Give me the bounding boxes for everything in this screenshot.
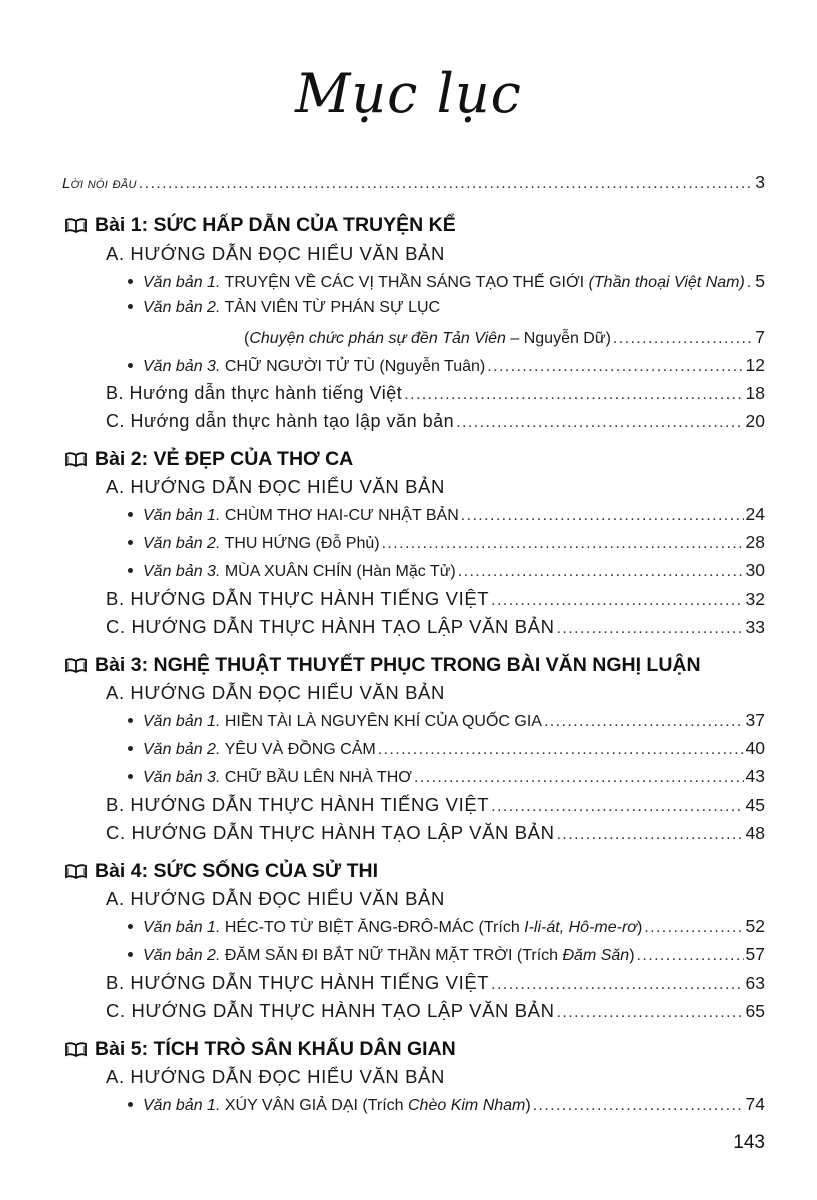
text-lead: Văn bản 3. [143, 769, 221, 786]
section-a [0, 888, 817, 914]
page-ref: 12 [745, 355, 765, 375]
page-ref: 37 [745, 710, 765, 730]
dot-leader [378, 741, 744, 759]
text-lead: Văn bản 1. [143, 713, 221, 730]
text-title: TRUYỆN VỀ CÁC VỊ THẦN SÁNG TẠO THẾ GIỚI [220, 274, 589, 291]
section-a [0, 243, 817, 269]
text-lead: Văn bản 2. [143, 947, 221, 964]
bullet-icon [128, 363, 133, 368]
dot-leader [458, 563, 744, 581]
toc-entry-section-b[interactable] [0, 972, 817, 998]
toc-entry-section-b[interactable] [0, 794, 817, 820]
text-source: Chuyện chức phán sự đền Tản Viên [249, 330, 506, 347]
bullet-icon [128, 924, 133, 929]
toc-entry-preface[interactable] [0, 172, 817, 198]
toc-entry-continuation[interactable] [0, 327, 817, 353]
text-lead: Văn bản 1. [143, 1097, 221, 1114]
page-ref: 24 [745, 504, 765, 524]
text-source: Đăm Săn [562, 947, 630, 964]
bullet-icon [128, 568, 133, 573]
lesson-heading [65, 860, 378, 883]
dot-leader [491, 592, 743, 610]
page-ref: 33 [745, 617, 765, 637]
section-c-label: C. Hướng dẫn thực hành tạo lập văn bản [106, 411, 455, 431]
page-ref: 40 [745, 738, 765, 758]
page-ref: 45 [745, 795, 765, 815]
dot-leader [613, 330, 753, 348]
text-author: – Nguyễn Dữ) [505, 330, 611, 347]
page-ref: 52 [745, 916, 765, 936]
dot-leader [414, 769, 744, 787]
page-ref: 18 [745, 383, 765, 403]
section-b-label: B. HƯỚNG DẪN THỰC HÀNH TIẾNG VIỆT [106, 794, 490, 815]
dot-leader [456, 414, 743, 432]
dot-leader [557, 1004, 744, 1022]
text-title: THU HỨNG (Đỗ Phủ) [220, 535, 380, 552]
dot-leader [404, 386, 743, 404]
text-source: I-li-át, Hô-me-rơ [524, 919, 637, 936]
text-source: (Thần thoại Việt Nam) [588, 274, 745, 291]
toc-entry[interactable] [0, 504, 817, 530]
open-book-icon [65, 452, 87, 468]
text-title: CHỮ NGƯỜI TỬ TÙ (Nguyễn Tuân) [220, 358, 486, 375]
text-lead: Văn bản 3. [143, 358, 221, 375]
dot-leader [637, 947, 744, 965]
lesson-title: Bài 1: SỨC HẤP DẪN CỦA TRUYỆN KỂ [95, 214, 456, 236]
dot-leader [533, 1097, 744, 1115]
bullet-icon [128, 279, 133, 284]
toc-entry[interactable] [0, 944, 817, 970]
bullet-icon [128, 304, 133, 309]
lesson-title: Bài 3: NGHỆ THUẬT THUYẾT PHỤC TRONG BÀI VĂN NGHỊ LUẬN [95, 654, 701, 676]
text-title: CHỮ BẦU LÊN NHÀ THƠ [220, 769, 412, 786]
section-b-label: B. HƯỚNG DẪN THỰC HÀNH TIẾNG VIỆT [106, 972, 490, 993]
page-ref: 43 [745, 766, 765, 786]
text-title: HIỀN TÀI LÀ NGUYÊN KHÍ CỦA QUỐC GIA [220, 713, 542, 730]
text-source: Chèo Kim Nham [408, 1097, 526, 1114]
text-title: ĐĂM SĂN ĐI BẮT NỮ THẦN MẶT TRỜI (Trích [220, 947, 563, 964]
dot-leader [461, 507, 744, 525]
section-b-label: B. HƯỚNG DẪN THỰC HÀNH TIẾNG VIỆT [106, 588, 490, 609]
section-c-label: C. HƯỚNG DẪN THỰC HÀNH TẠO LẬP VĂN BẢN [106, 1000, 555, 1021]
bullet-icon [128, 512, 133, 517]
toc-entry-section-c[interactable] [0, 411, 817, 437]
preface-label: Lời nói đầu [62, 175, 137, 192]
toc-entry-section-b[interactable] [0, 383, 817, 409]
lesson-title: Bài 4: SỨC SỐNG CỦA SỬ THI [95, 860, 378, 882]
open-book-icon [65, 218, 87, 234]
lesson-title: Bài 5: TÍCH TRÒ SÂN KHẤU DÂN GIAN [95, 1038, 456, 1060]
section-a [0, 476, 817, 502]
page-ref: 3 [755, 172, 765, 192]
text-lead: Văn bản 1. [143, 274, 221, 291]
section-a [0, 682, 817, 708]
text-lead: Văn bản 1. [143, 507, 221, 524]
open-book-icon [65, 864, 87, 880]
section-a-label: A. HƯỚNG DẪN ĐỌC HIỂU VĂN BẢN [106, 682, 445, 703]
page-ref: 65 [745, 1001, 765, 1021]
page-ref: 7 [755, 327, 765, 347]
toc-entry[interactable] [0, 738, 817, 764]
section-a-label: A. HƯỚNG DẪN ĐỌC HIỂU VĂN BẢN [106, 1066, 445, 1087]
bullet-icon [128, 540, 133, 545]
page-title: Mục lục [295, 62, 522, 125]
lesson-heading [65, 654, 701, 677]
text-lead: Văn bản 2. [143, 299, 221, 316]
section-a-label: A. HƯỚNG DẪN ĐỌC HIỂU VĂN BẢN [106, 888, 445, 909]
lesson-heading [65, 1038, 456, 1061]
toc-entry-section-c[interactable] [0, 822, 817, 848]
text-lead: Văn bản 1. [143, 919, 221, 936]
text-title: XÚY VÂN GIẢ DẠI (Trích [220, 1097, 408, 1114]
dot-leader [382, 535, 744, 553]
section-b-label: B. Hướng dẫn thực hành tiếng Việt [106, 383, 403, 403]
page-ref: 32 [745, 589, 765, 609]
toc-entry[interactable] [0, 560, 817, 586]
bullet-icon [128, 718, 133, 723]
dot-leader [491, 976, 743, 994]
dot-leader [557, 826, 744, 844]
page-ref: 28 [745, 532, 765, 552]
toc-entry[interactable] [0, 299, 817, 325]
dot-leader [747, 274, 753, 292]
paren-close: ) [525, 1097, 531, 1114]
toc-entry-section-c[interactable] [0, 1000, 817, 1026]
section-c-label: C. HƯỚNG DẪN THỰC HÀNH TẠO LẬP VĂN BẢN [106, 822, 555, 843]
lesson-heading [65, 448, 353, 471]
lesson-heading [65, 214, 456, 237]
section-a [0, 1066, 817, 1092]
text-title: YÊU VÀ ĐỒNG CẢM [220, 741, 376, 758]
text-title: CHÙM THƠ HAI-CƯ NHẬT BẢN [220, 507, 459, 524]
text-lead: Văn bản 2. [143, 741, 221, 758]
dot-leader [557, 620, 744, 638]
section-c-label: C. HƯỚNG DẪN THỰC HÀNH TẠO LẬP VĂN BẢN [106, 616, 555, 637]
section-a-label: A. HƯỚNG DẪN ĐỌC HIỂU VĂN BẢN [106, 476, 445, 497]
bullet-icon [128, 952, 133, 957]
page-ref: 48 [745, 823, 765, 843]
page-ref: 5 [755, 271, 765, 291]
text-lead: Văn bản 3. [143, 563, 221, 580]
section-a-label: A. HƯỚNG DẪN ĐỌC HIỂU VĂN BẢN [106, 243, 445, 264]
bullet-icon [128, 774, 133, 779]
paren-close: ) [629, 947, 635, 964]
toc-entry[interactable] [0, 710, 817, 736]
dot-leader [544, 713, 744, 731]
page-ref: 63 [745, 973, 765, 993]
paren-close: ) [636, 919, 643, 936]
text-title: HÉC-TO TỪ BIỆT ĂNG-ĐRÔ-MÁC (Trích [220, 919, 525, 936]
open-book-icon [65, 1042, 87, 1058]
page-ref: 74 [745, 1094, 765, 1114]
text-lead: Văn bản 2. [143, 535, 221, 552]
toc-entry[interactable] [0, 271, 817, 297]
toc-entry[interactable] [0, 1094, 817, 1120]
dot-leader [487, 358, 743, 376]
dot-leader [491, 798, 743, 816]
text-title: TẢN VIÊN TỪ PHÁN SỰ LỤC [220, 299, 441, 316]
paren-open: ( [244, 330, 250, 347]
toc-entry[interactable] [0, 916, 817, 942]
lesson-title: Bài 2: VẺ ĐẸP CỦA THƠ CA [95, 448, 354, 470]
text-title: MÙA XUÂN CHÍN (Hàn Mặc Tử) [220, 563, 456, 580]
open-book-icon [65, 658, 87, 674]
toc-entry[interactable] [0, 766, 817, 792]
toc-entry[interactable] [0, 355, 817, 381]
bullet-icon [128, 1102, 133, 1107]
page-number: 143 [733, 1132, 765, 1153]
bullet-icon [128, 746, 133, 751]
toc-entry-section-c[interactable] [0, 616, 817, 642]
toc-entry[interactable] [0, 532, 817, 558]
page-ref: 57 [745, 944, 765, 964]
toc-entry-section-b[interactable] [0, 588, 817, 614]
page-ref: 30 [745, 560, 765, 580]
page-ref: 20 [745, 411, 765, 431]
dot-leader [139, 175, 754, 193]
dot-leader [644, 919, 743, 937]
